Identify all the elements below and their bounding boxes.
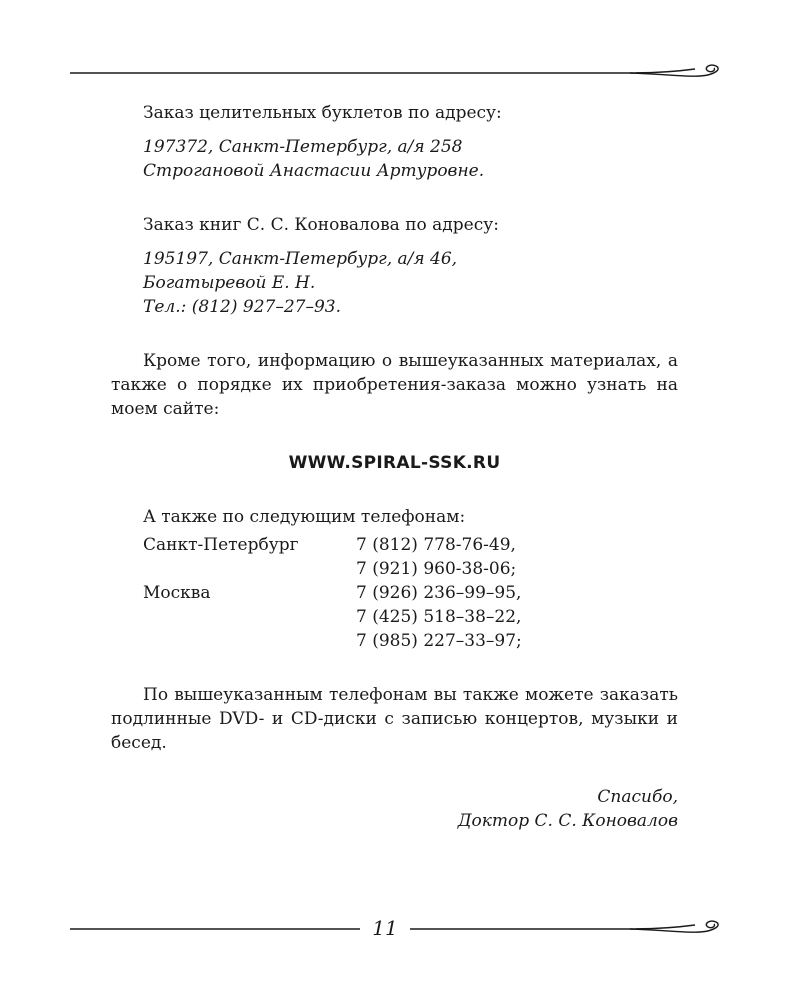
phone-number: 7 (926) 236–99–95,	[356, 583, 522, 603]
booklets-address-line: 197372, Санкт-Петербург, а/я 258	[143, 137, 463, 157]
booklets-address-line: Строгановой Анастасии Артуровне.	[143, 161, 485, 181]
page-number: 11	[360, 916, 410, 940]
phone-number: 7 (985) 227–33–97;	[356, 631, 522, 651]
phone-list	[111, 533, 678, 653]
phone-row	[143, 629, 678, 653]
phone-row	[143, 533, 678, 557]
signature-thanks: Спасибо,	[597, 787, 678, 807]
page-content	[111, 101, 678, 833]
signature-name: Доктор С. С. Коновалов	[457, 811, 678, 831]
dvd-paragraph: По вышеуказанным телефонам вы также можете заказать подлинные DVD- и CD-диски с записью концертов, музыки и бесед.	[111, 685, 678, 753]
phone-row	[143, 605, 678, 629]
info-paragraph: Кроме того, информацию о вышеуказанных материалах, а также о порядке их приобретения-заказа можно узнать на моем сайте:	[111, 351, 678, 419]
city-label: Санкт-Петербург	[143, 535, 299, 555]
city-label: Москва	[143, 583, 211, 603]
phone-number: 7 (425) 518–38–22,	[356, 607, 522, 627]
books-address-line: 195197, Санкт-Петербург, а/я 46,	[143, 249, 458, 269]
top-decorative-rule	[70, 57, 730, 87]
phone-row	[143, 557, 678, 581]
website-link[interactable]: WWW.SPIRAL-SSK.RU	[288, 453, 501, 473]
phone-row	[143, 581, 678, 605]
books-heading: Заказ книг С. С. Коновалова по адресу:	[143, 215, 499, 235]
phone-number: 7 (812) 778-76-49,	[356, 535, 516, 555]
phones-heading: А также по следующим телефонам:	[143, 507, 466, 527]
booklets-heading: Заказ целительных буклетов по адресу:	[143, 103, 502, 123]
books-phone: Тел.: (812) 927–27–93.	[143, 297, 341, 317]
phone-number: 7 (921) 960-38-06;	[356, 559, 517, 579]
books-address-line: Богатыревой Е. Н.	[143, 273, 316, 293]
